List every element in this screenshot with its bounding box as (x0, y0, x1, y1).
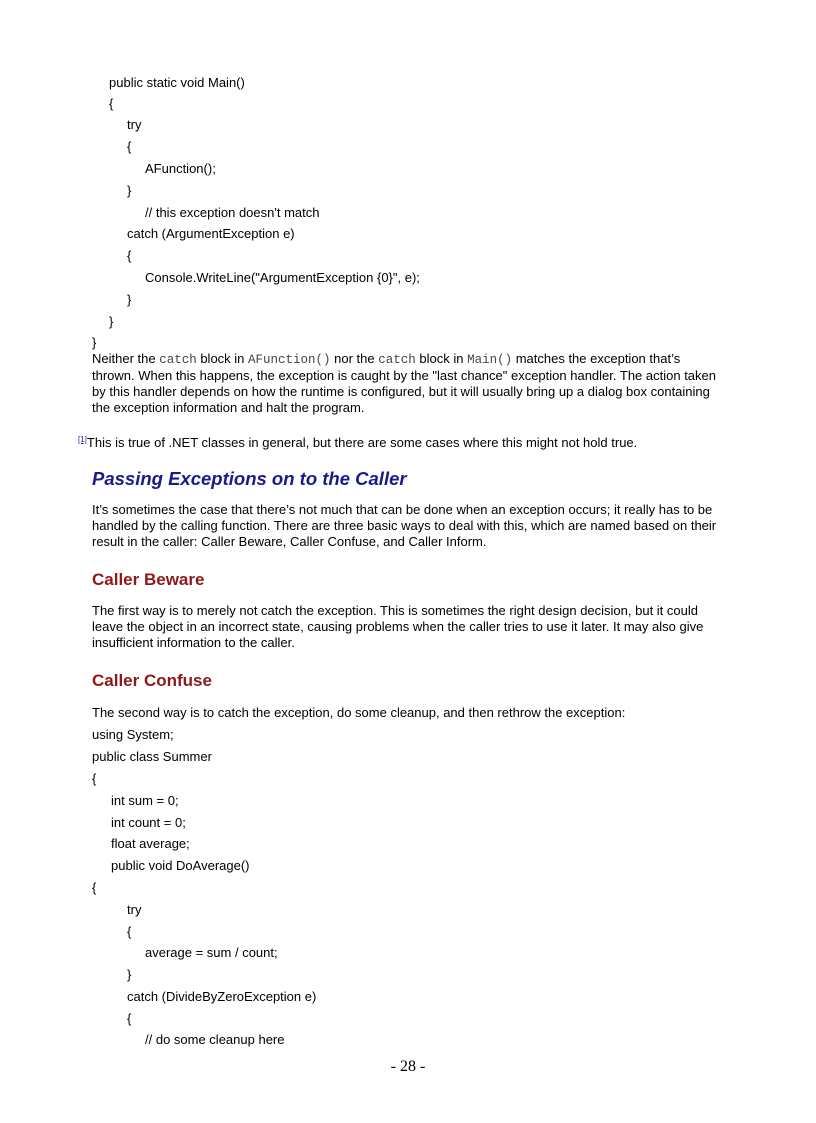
inline-code: catch (378, 353, 416, 367)
code-line: try (127, 117, 142, 132)
passing-exceptions-paragraph: It’s sometimes the case that there’s not much that can be done when an exception occurs; it really has to be handled by the calling function. There are three basic ways to deal with this, which are named based on their result in the caller: Caller Beware, Caller Confuse, and Caller Inform. (92, 502, 717, 549)
page-number: - 28 - (390, 1058, 426, 1075)
code-line: public static void Main() (109, 75, 245, 90)
code-line: { (92, 771, 97, 786)
code-line: } (109, 314, 114, 329)
code-line: } (127, 967, 132, 982)
code-line: public class Summer (92, 749, 212, 764)
inline-code: Main() (467, 353, 513, 367)
code-line: float average; (111, 836, 190, 851)
heading-caller-beware: Caller Beware (92, 570, 205, 589)
code-line: catch (DivideByZeroException e) (127, 989, 317, 1004)
footnote (78, 432, 637, 451)
code-line: { (92, 880, 97, 895)
code-line: // this exception doesn't match (145, 205, 320, 220)
code-line: } (127, 183, 132, 198)
heading-caller-confuse: Caller Confuse (92, 671, 212, 690)
code-line: int count = 0; (111, 815, 186, 830)
footnote-text: This is true of .NET classes in general, but there are some cases where this might not hold true. (86, 435, 638, 450)
code-line: average = sum / count; (145, 945, 278, 960)
code-line: catch (ArgumentException e) (127, 226, 295, 241)
code-line: } (92, 335, 97, 350)
inline-code: AFunction() (248, 353, 331, 367)
footnote-marker[interactable]: [1] (78, 435, 87, 444)
code-line: int sum = 0; (111, 793, 179, 808)
caller-beware-paragraph: The first way is to merely not catch the exception. This is sometimes the right design decision, but it could leave the object in an incorrect state, causing problems when the caller tries to use it later. It may also give insufficient information to the caller. (92, 603, 704, 650)
code-line: { (127, 139, 132, 154)
code-line: // do some cleanup here (145, 1032, 285, 1047)
code-line: try (127, 902, 142, 917)
code-line: { (109, 96, 114, 111)
caller-confuse-intro: The second way is to catch the exception, do some cleanup, and then rethrow the exception: (92, 705, 626, 720)
code-line: Console.WriteLine("ArgumentException {0}", e); (145, 270, 420, 285)
code-line: { (127, 248, 132, 263)
code-line: { (127, 1011, 132, 1026)
heading-passing-exceptions: Passing Exceptions on to the Caller (92, 468, 407, 489)
code-line: using System; (92, 727, 174, 742)
code-line: public void DoAverage() (111, 858, 250, 873)
inline-code: catch (159, 353, 197, 367)
explanation-paragraph: Neither the catch block in AFunction() nor the catch block in Main() matches the exception that’s thrown. When this happens, the exception is caught by the "last chance" exception handler. The action taken by this handler depends on how the runtime is configured, but it will usually bring up a dialog box containing the exception information and halt the program. (92, 351, 716, 415)
code-line: AFunction(); (145, 161, 216, 176)
code-line: } (127, 292, 132, 307)
code-line: { (127, 924, 132, 939)
